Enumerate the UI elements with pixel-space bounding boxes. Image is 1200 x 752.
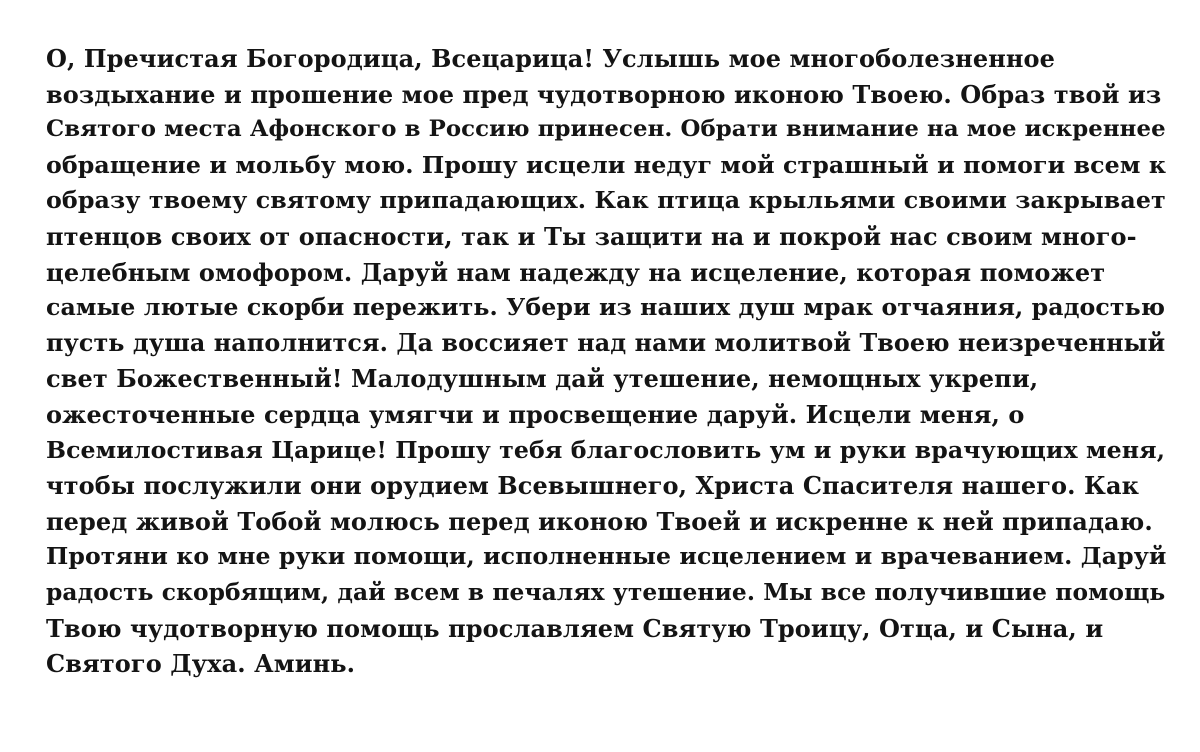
prayer-line: Святого Духа. Аминь. [46, 649, 356, 679]
prayer-line: целебным омофором. Даруй нам надежду на исцеление, которая поможет [46, 257, 1106, 287]
prayer-line: Святого места Афонского в Россию принесен. Обрати внимание на мое искреннее [46, 116, 1166, 143]
prayer-line: свет Божественный! Малодушным дай утешение, немощных укрепи, [46, 364, 1039, 394]
prayer-line: Твою чудотворную помощь прославляем Святую Троицу, Отца, и Сына, и [46, 613, 1104, 643]
prayer-line: пусть душа наполнится. Да воссияет над нами молитвой Твоею неизреченный [46, 328, 1166, 357]
prayer-line: самые лютые скорби пережить. Убери из наших душ мрак отчаяния, радостью [46, 293, 1166, 322]
prayer-line: ожесточенные сердца умягчи и просвещение даруй. Исцели меня, о [46, 399, 1025, 429]
prayer-line: Протяни ко мне руки помощи, исполненные исцелением и врачеванием. Даруй [46, 542, 1167, 571]
prayer-line: радость скорбящим, дай всем в печалях утешение. Мы все получившие помощь [46, 578, 1166, 606]
prayer-text [46, 41, 1166, 682]
prayer-line: Всемилостивая Царице! Прошу тебя благословить ум и руки врачующих меня, [46, 435, 1166, 464]
prayer-line: перед живой Тобой молюсь перед иконою Твоей и искренне к ней припадаю. [46, 506, 1153, 536]
prayer-line: воздыхание и прошение мое пред чудотворною иконою Твоею. Образ твой из [46, 79, 1162, 109]
prayer-line: образу твоему святому припадающих. Как птица крыльями своими закрывает [46, 186, 1166, 215]
prayer-line: обращение и мольбу мою. Прошу исцели недуг мой страшный и помоги всем к [46, 150, 1167, 179]
prayer-line: чтобы послужили они орудием Всевышнего, Христа Спасителя нашего. Как [46, 471, 1140, 501]
prayer-line: птенцов своих от опасности, так и Ты защити на и покрой нас своим много- [46, 221, 1137, 251]
prayer-line: О, Пречистая Богородица, Всецарица! Услышь мое многоболезненное [46, 44, 1056, 73]
